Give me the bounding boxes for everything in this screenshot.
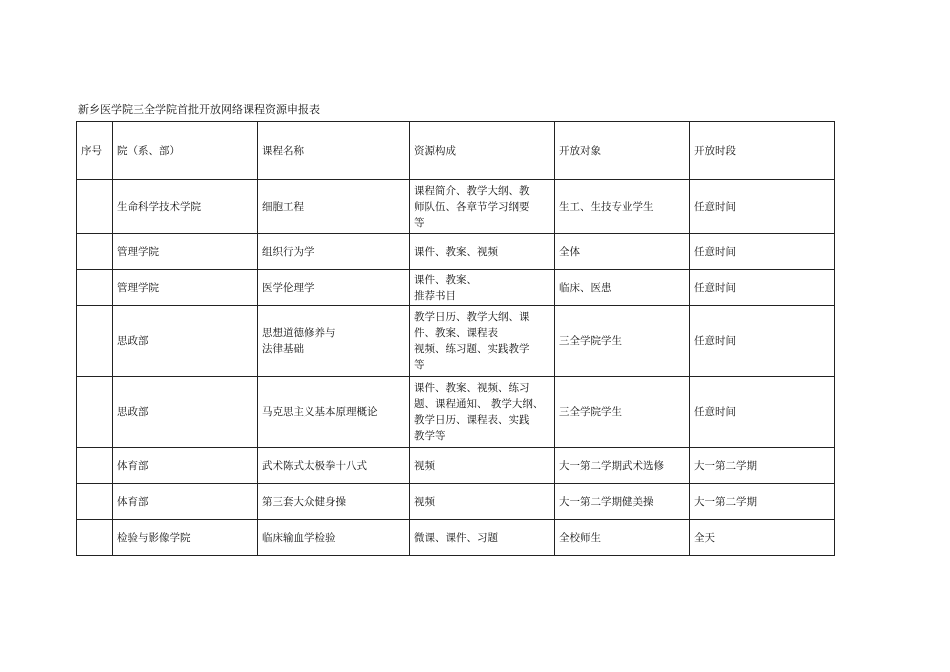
table-header-row [77, 122, 835, 180]
course-name-cell [258, 484, 410, 520]
course-name-cell-line: 武术陈式太极拳十八式 [262, 459, 367, 472]
resources-cell [410, 377, 555, 448]
audience-cell: 全体 [555, 234, 690, 270]
course-name-cell-line: 医学伦理学 [262, 281, 315, 294]
open-time-cell: 任意时间 [690, 180, 835, 234]
course-name-cell [258, 520, 410, 556]
row-number-cell [77, 448, 113, 484]
document-title: 新乡医学院三全学院首批开放网络课程资源申报表 [78, 103, 320, 116]
audience-cell: 生工、生技专业学生 [555, 180, 690, 234]
row-number-cell [77, 520, 113, 556]
resources-cell [410, 448, 555, 484]
resources-cell [410, 270, 555, 306]
audience-cell: 临床、医患 [555, 270, 690, 306]
resources-cell [410, 180, 555, 234]
open-time-cell: 任意时间 [690, 306, 835, 377]
header-course: 课程名称 [258, 122, 410, 180]
row-number-cell [77, 234, 113, 270]
resources-cell [410, 520, 555, 556]
resources-cell-line: 微课、课件、习题 [414, 531, 498, 544]
audience-cell: 大一第二学期健美操 [555, 484, 690, 520]
resources-cell-line: 视频、练习题、实践教学 [414, 343, 530, 355]
resources-cell [410, 484, 555, 520]
course-name-cell [258, 377, 410, 448]
department-cell: 体育部 [113, 448, 258, 484]
resources-cell-line: 件、教案、课程表 [414, 327, 498, 339]
department-cell: 思政部 [113, 306, 258, 377]
open-time-cell: 任意时间 [690, 234, 835, 270]
resources-cell-line: 课件、教案、 [414, 273, 477, 286]
row-number-cell [77, 306, 113, 377]
resources-cell-line: 教学日历、课程表、实践 [414, 414, 530, 426]
header-audience: 开放对象 [555, 122, 690, 180]
course-name-cell [258, 180, 410, 234]
table-row [77, 306, 835, 377]
row-number-cell [77, 270, 113, 306]
audience-cell: 全校师生 [555, 520, 690, 556]
open-time-cell: 任意时间 [690, 270, 835, 306]
open-time-cell: 任意时间 [690, 377, 835, 448]
course-resource-table [76, 121, 835, 556]
resources-cell [410, 234, 555, 270]
table-row [77, 484, 835, 520]
resources-cell-line: 课件、教案、视频 [414, 245, 498, 258]
open-time-cell: 全天 [690, 520, 835, 556]
department-cell: 管理学院 [113, 234, 258, 270]
resources-cell-line: 教学等 [414, 430, 446, 442]
resources-cell-line: 师队伍、各章节学习纲要 [414, 200, 530, 213]
audience-cell: 大一第二学期武术选修 [555, 448, 690, 484]
course-name-cell-line: 第三套大众健身操 [262, 495, 346, 508]
course-name-cell [258, 448, 410, 484]
audience-cell: 三全学院学生 [555, 306, 690, 377]
row-number-cell [77, 377, 113, 448]
table-row [77, 377, 835, 448]
row-number-cell [77, 180, 113, 234]
department-cell: 思政部 [113, 377, 258, 448]
header-no: 序号 [77, 122, 113, 180]
department-cell: 管理学院 [113, 270, 258, 306]
resources-cell-line: 等 [414, 216, 425, 229]
row-number-cell [77, 484, 113, 520]
resources-cell-line: 视频 [414, 459, 435, 472]
resources-cell-line: 推荐书目 [414, 289, 456, 302]
resources-cell-line: 题、课程通知、 教学大纲、 [414, 398, 544, 410]
resources-cell [410, 306, 555, 377]
course-name-cell-line: 法律基础 [262, 343, 304, 355]
audience-cell: 三全学院学生 [555, 377, 690, 448]
resources-cell-line: 课程简介、教学大纲、教 [414, 184, 530, 197]
course-name-cell [258, 234, 410, 270]
resources-cell-line: 教学日历、教学大纲、课 [414, 311, 530, 323]
resources-cell-line: 课件、教案、视频、练习 [414, 382, 530, 394]
table-row [77, 234, 835, 270]
course-name-cell-line: 马克思主义基本原理概论 [262, 406, 378, 418]
course-name-cell-line: 细胞工程 [262, 200, 304, 213]
course-name-cell-line: 临床输血学检验 [262, 531, 336, 544]
department-cell: 生命科学技术学院 [113, 180, 258, 234]
department-cell: 体育部 [113, 484, 258, 520]
table-row [77, 448, 835, 484]
table-row [77, 270, 835, 306]
course-name-cell-line: 组织行为学 [262, 245, 315, 258]
course-name-cell [258, 306, 410, 377]
resources-cell-line: 等 [414, 359, 425, 371]
table-row [77, 520, 835, 556]
table-row [77, 180, 835, 234]
resources-cell-line: 视频 [414, 495, 435, 508]
header-dept: 院（系、部） [113, 122, 258, 180]
open-time-cell: 大一第二学期 [690, 448, 835, 484]
header-time: 开放时段 [690, 122, 835, 180]
course-name-cell-line: 思想道德修养与 [262, 327, 336, 339]
department-cell: 检验与影像学院 [113, 520, 258, 556]
header-resources: 资源构成 [410, 122, 555, 180]
course-name-cell [258, 270, 410, 306]
open-time-cell: 大一第二学期 [690, 484, 835, 520]
